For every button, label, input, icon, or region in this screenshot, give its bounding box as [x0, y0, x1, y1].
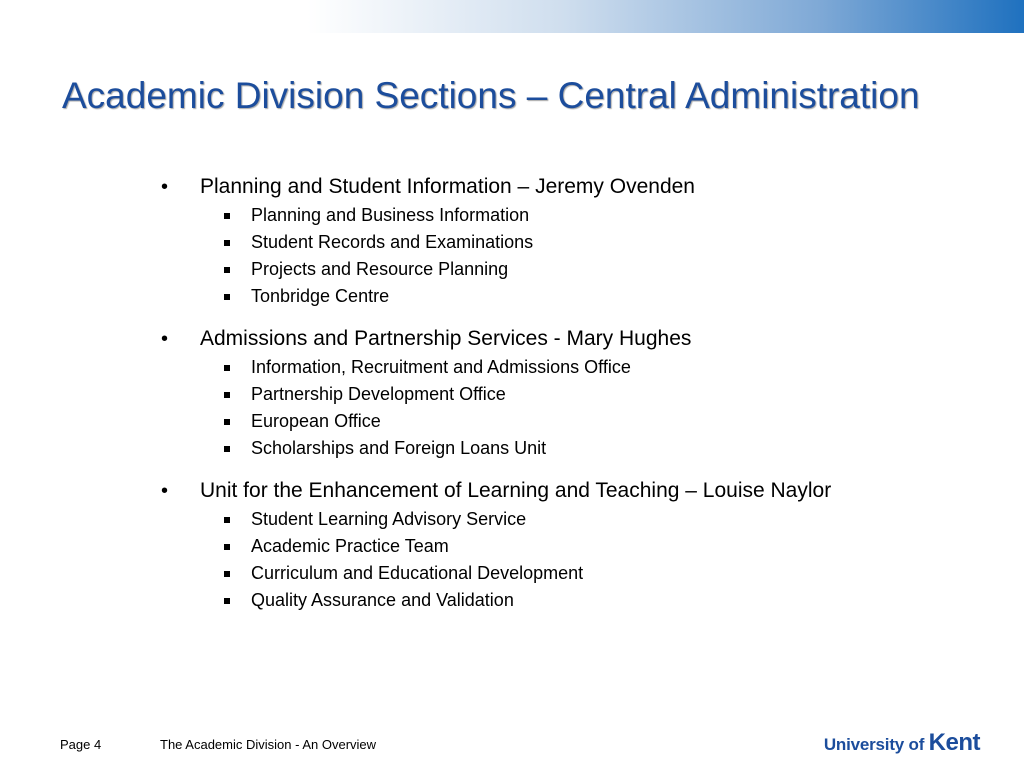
list-item-text: Scholarships and Foreign Loans Unit — [251, 438, 547, 458]
sub-list — [155, 202, 915, 310]
list-item-text: Planning and Business Information — [251, 205, 530, 225]
square-bullet-icon — [224, 571, 230, 577]
bullet-icon: • — [161, 480, 169, 502]
square-bullet-icon — [224, 213, 230, 219]
header-gradient-band — [0, 0, 1024, 33]
section-heading — [155, 476, 915, 506]
logo-kent-text: Kent — [928, 729, 980, 756]
square-bullet-icon — [224, 365, 230, 371]
square-bullet-icon — [224, 517, 230, 523]
list-item — [155, 435, 915, 462]
list-item — [155, 354, 915, 381]
list-item — [155, 408, 915, 435]
list-item — [155, 506, 915, 533]
sub-list — [155, 506, 915, 614]
list-item-text: Tonbridge Centre — [251, 286, 390, 306]
list-item-text: Academic Practice Team — [251, 536, 449, 556]
list-item-text: Curriculum and Educational Development — [251, 563, 584, 583]
square-bullet-icon — [224, 392, 230, 398]
square-bullet-icon — [224, 544, 230, 550]
square-bullet-icon — [224, 267, 230, 273]
square-bullet-icon — [224, 240, 230, 246]
section-enhancement — [155, 476, 915, 614]
page-number: Page 4 — [60, 737, 102, 752]
section-planning — [155, 172, 915, 310]
slide-content — [155, 172, 915, 628]
section-heading-text: Unit for the Enhancement of Learning and Teaching – Louise Naylor — [200, 479, 832, 502]
presentation-title: The Academic Division - An Overview — [160, 737, 377, 752]
list-item-text: European Office — [251, 411, 381, 431]
section-heading — [155, 172, 915, 202]
list-item — [155, 381, 915, 408]
list-item — [155, 587, 915, 614]
logo-university-text: University of — [823, 735, 925, 754]
list-item-text: Quality Assurance and Validation — [251, 590, 514, 610]
list-item — [155, 560, 915, 587]
list-item-text: Information, Recruitment and Admissions Office — [251, 357, 631, 377]
section-heading-text: Admissions and Partnership Services - Mary Hughes — [200, 327, 692, 350]
university-of-kent-logo — [824, 729, 980, 757]
section-heading-text: Planning and Student Information – Jeremy Ovenden — [200, 175, 695, 198]
square-bullet-icon — [224, 598, 230, 604]
square-bullet-icon — [224, 419, 230, 425]
list-item — [155, 283, 915, 310]
list-item — [155, 533, 915, 560]
list-item — [155, 202, 915, 229]
list-item-text: Student Records and Examinations — [251, 232, 534, 252]
square-bullet-icon — [224, 446, 230, 452]
list-item — [155, 229, 915, 256]
section-heading — [155, 324, 915, 354]
sub-list — [155, 354, 915, 462]
list-item-text: Projects and Resource Planning — [251, 259, 509, 279]
list-item-text: Student Learning Advisory Service — [251, 509, 527, 529]
bullet-icon: • — [161, 328, 169, 350]
bullet-icon: • — [161, 176, 169, 198]
slide-title: Academic Division Sections – Central Administration — [62, 75, 920, 116]
section-admissions — [155, 324, 915, 462]
list-item — [155, 256, 915, 283]
square-bullet-icon — [224, 294, 230, 300]
list-item-text: Partnership Development Office — [251, 384, 506, 404]
